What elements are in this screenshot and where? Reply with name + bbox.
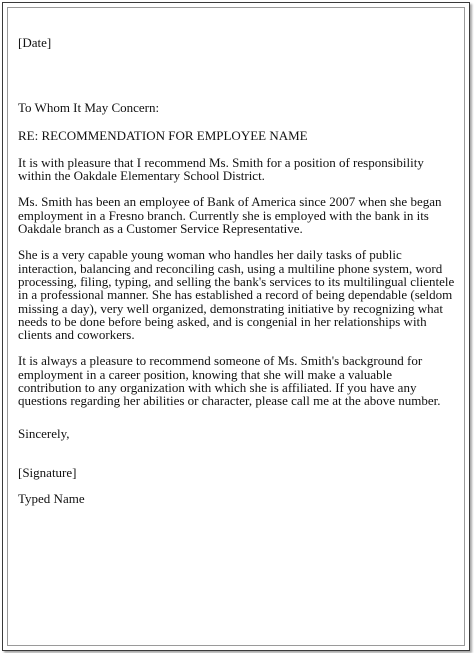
- letter-paragraph-2: Ms. Smith has been an employee of Bank of America since 2007 when she began employment in a Fresno branch. Currently she is employed with the bank in its Oakdale branch as a Customer Service Representative.: [18, 194, 442, 237]
- letter-re-line: RE: RECOMMENDATION FOR EMPLOYEE NAME: [18, 127, 308, 143]
- letter-typed-name: Typed Name: [18, 491, 85, 507]
- letter-paragraph-4: It is always a pleasure to recommend someone of Ms. Smith's background for employment in a career position, knowing that she will make a valuable contribution to any organization with which she is affiliated. If you have any questions regarding her abilities or character, please call me at the above number.: [18, 353, 441, 409]
- letter-date: [Date]: [18, 35, 52, 50]
- letter-paragraph-1: It is with pleasure that I recommend Ms. Smith for a position of responsibility within the Oakdale Elementary School District.: [18, 154, 424, 184]
- letter-signature: [Signature]: [18, 464, 77, 480]
- letter-closing: Sincerely,: [18, 425, 70, 441]
- letter-paragraph-3: She is a very capable young woman who handles her daily tasks of public interaction, balancing and reconciling cash, using a multiline phone system, word processing, filing, typing, and selling the bank's services to its multilingual clientele in a professional manner. She has established a record of being dependable (seldom missing a day), very well organized, demonstrating initiative by recognizing what needs to be done before being asked, and is congenial in her relationships with clients and coworkers.: [18, 247, 455, 343]
- letter-body: [18, 36, 458, 506]
- letter-salutation: To Whom It May Concern:: [18, 100, 160, 116]
